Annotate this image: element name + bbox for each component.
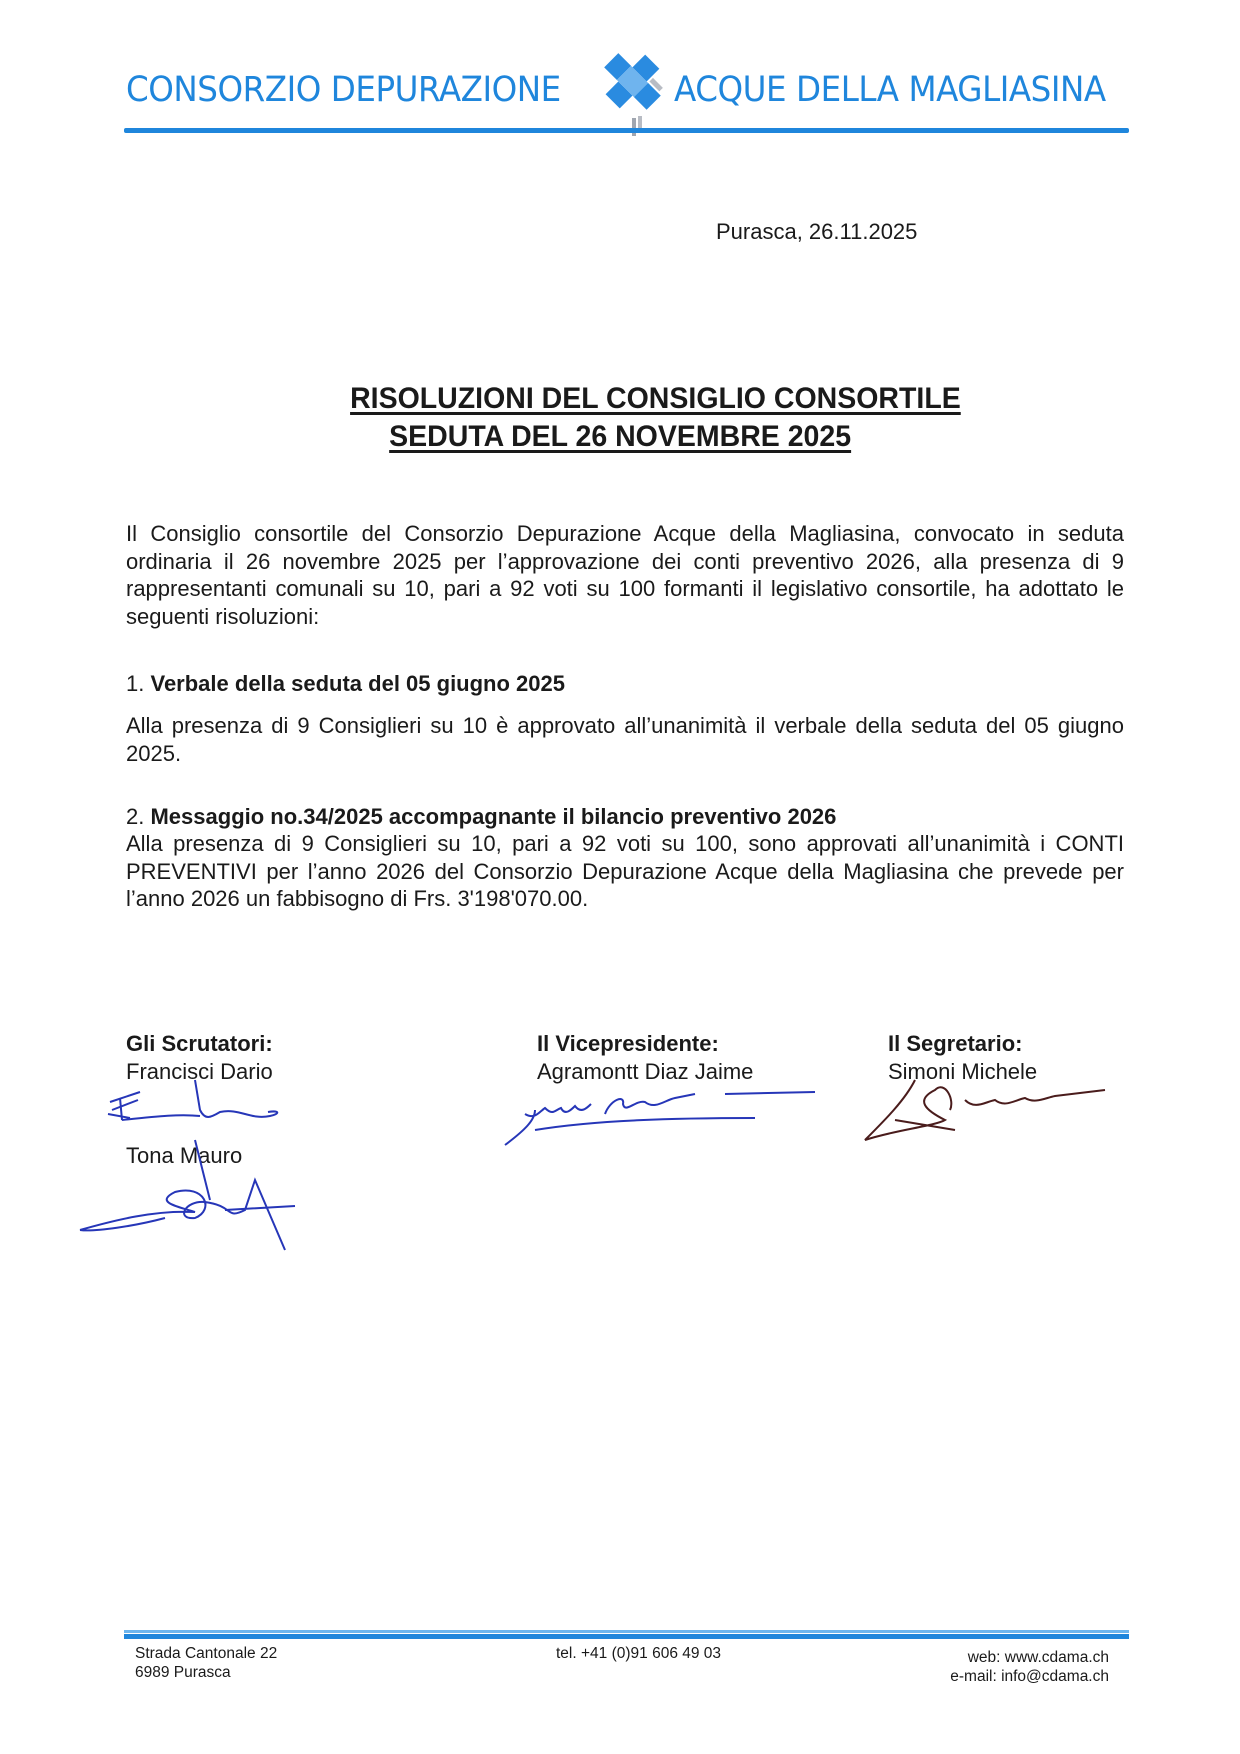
org-name-left: CONSORZIO DEPURAZIONE — [126, 70, 561, 110]
resolution-1-heading — [126, 670, 1124, 698]
scrutatore-2-name: Tona Mauro — [126, 1143, 243, 1168]
resolution-2-text: Alla presenza di 9 Consiglieri su 10, pari a 92 voti su 100, sono approvati all’unanimità i CONTI PREVENTIVI per l’anno 2026 del Consorzio Depurazione Acque della Magliasina che prevede per l’anno 2026 un fabbisogno di Frs. 3'198'070.00. — [126, 831, 1124, 911]
footer-divider — [124, 1630, 1129, 1639]
segretario-role: Il Segretario: — [888, 1031, 1023, 1056]
letterhead — [124, 40, 1129, 140]
org-name-right: ACQUE DELLA MAGLIASINA — [674, 70, 1106, 110]
title-line-1: RISOLUZIONI DEL CONSIGLIO CONSORTILE — [349, 382, 961, 415]
signature-agramontt — [495, 1090, 815, 1150]
signature-block-scrutatori — [126, 1030, 273, 1086]
address-street: Strada Cantonale 22 — [135, 1645, 278, 1662]
scrutatore-1-name: Francisci Dario — [126, 1059, 273, 1084]
resolution-1-number: 1. — [126, 671, 145, 696]
footer-address — [135, 1644, 277, 1682]
resolution-2-number: 2. — [126, 804, 145, 829]
signature-simoni — [855, 1070, 1115, 1150]
resolution-2-title: Messaggio no.34/2025 accompagnante il bilancio preventivo 2026 — [150, 804, 837, 829]
title-line-2: SEDUTA DEL 26 NOVEMBRE 2025 — [389, 420, 851, 453]
signature-block-vicepresidente — [537, 1030, 753, 1086]
signature-tona — [75, 1140, 305, 1250]
vicepresidente-role: Il Vicepresidente: — [537, 1031, 719, 1056]
scrutatori-role: Gli Scrutatori: — [126, 1031, 273, 1056]
footer-contacts — [950, 1648, 1109, 1686]
vicepresidente-name: Agramontt Diaz Jaime — [537, 1059, 754, 1084]
place-date: Purasca, 26.11.2025 — [716, 219, 918, 244]
segretario-name: Simoni Michele — [888, 1059, 1038, 1084]
footer-phone: tel. +41 (0)91 606 49 03 — [556, 1645, 722, 1662]
blue-cube-cross-logo-icon — [596, 40, 676, 140]
footer-web-link[interactable]: web: www.cdama.ch — [967, 1649, 1109, 1666]
document-title — [0, 380, 1240, 456]
resolution-1-text: Alla presenza di 9 Consiglieri su 10 è approvato all’unanimità il verbale della seduta del 05 giugno 2025. — [126, 713, 1124, 766]
letterhead-divider — [124, 128, 1129, 133]
intro-paragraph: Il Consiglio consortile del Consorzio Depurazione Acque della Magliasina, convocato in seduta ordinaria il 26 novembre 2025 per l’approvazione dei conti preventivo 2026, alla presenza di 9 rappresentanti comunali su 10, pari a 92 voti su 100 formanti il legislativo consortile, ha adottato le seguenti risoluzioni: — [126, 521, 1124, 629]
resolution-2-heading — [126, 803, 1124, 831]
footer-email-link[interactable]: e-mail: info@cdama.ch — [950, 1668, 1109, 1685]
signature-francisci — [100, 1080, 300, 1140]
address-city: 6989 Purasca — [135, 1664, 231, 1681]
resolution-1-title: Verbale della seduta del 05 giugno 2025 — [150, 671, 565, 696]
